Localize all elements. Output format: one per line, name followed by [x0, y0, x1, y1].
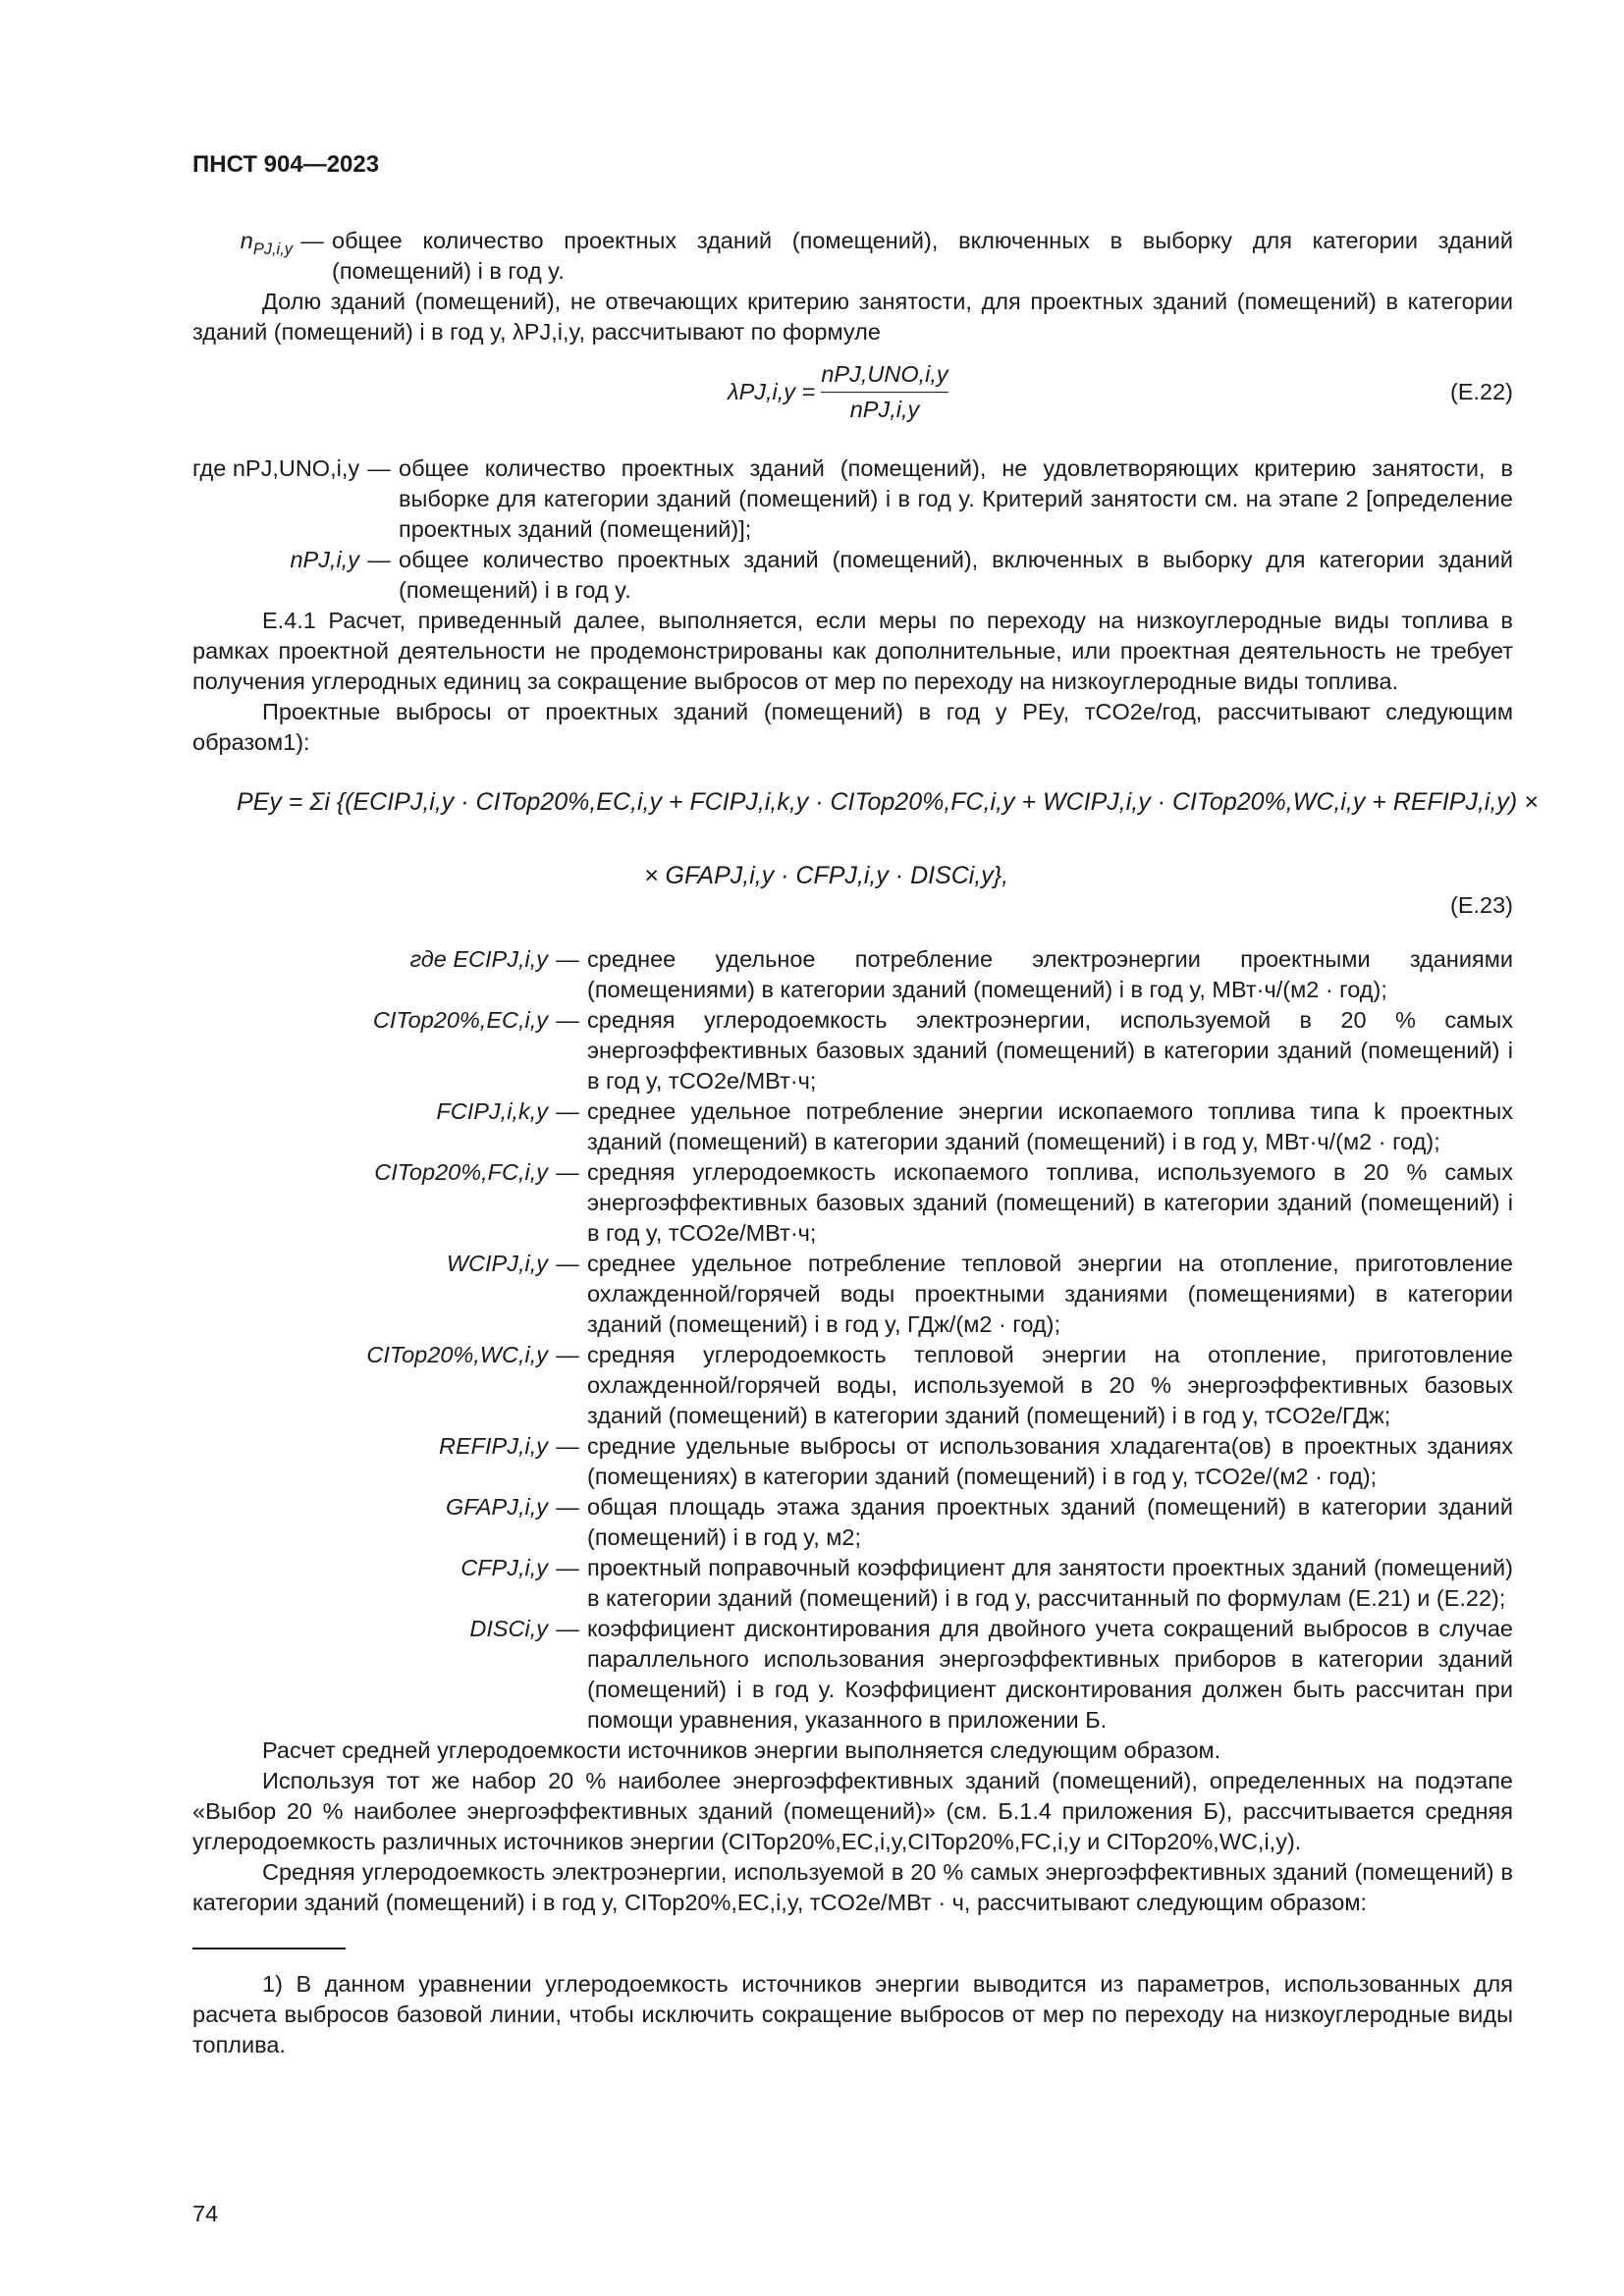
formula-fraction [821, 359, 948, 425]
definition-row [192, 1431, 1513, 1492]
definition-dash: — [300, 228, 324, 253]
formula-e22 [192, 359, 1513, 438]
definition-row [192, 1340, 1513, 1431]
fraction-numerator: nPJ,UNO,i,y [821, 361, 948, 387]
definition-dash: — [556, 1433, 579, 1459]
definition-text: среднее удельное потребление энергии ископаемого топлива типа k проектных зданий (помещений) в категории зданий (помещений) i в год y, МВт·ч/(м2 · год); [587, 1098, 1513, 1154]
definition-row [192, 1005, 1513, 1096]
definition-term: nPJ,i,y [290, 547, 359, 572]
definition-term: CFPJ,i,y [460, 1555, 548, 1580]
formula-e23 [192, 777, 1539, 934]
definition-dash: — [367, 547, 391, 572]
definition-dash: — [556, 1159, 579, 1185]
definition-dash: — [556, 1342, 579, 1367]
definition-term: CITop20%,EC,i,y [372, 1007, 548, 1033]
paragraph: Расчет средней углеродоемкости источников энергии выполняется следующим образом. [262, 1737, 1221, 1763]
formula-line-1: PEy = Σi {(ECIPJ,i,y · CITop20%,EC,i,y + FCIPJ,i,k,y · CITop20%,FC,i,y + WCIPJ,i,y · CITop20%,WC,i,y + REFIPJ,i,y) × [237, 788, 1539, 816]
definition-row [192, 1553, 1513, 1614]
definition-row [192, 226, 1513, 287]
page-number: 74 [192, 2201, 219, 2226]
definition-term: CITop20%,WC,i,y [366, 1342, 548, 1367]
definition-text: общая площадь этажа здания проектных зданий (помещений) в категории зданий (помещений) i в год y, м2; [587, 1494, 1513, 1550]
page-content [192, 226, 1539, 2060]
definition-text: общее количество проектных зданий (помещений), включенных в выборку для категории зданий (помещений) i в год y. [399, 547, 1513, 603]
definition-text: средняя углеродоемкость ископаемого топлива, используемого в 20 % самых энергоэффективных базовых зданий (помещений) в категории зданий (помещений) i в год y, тCO2e/МВт·ч; [587, 1159, 1513, 1246]
definition-term: GFAPJ,i,y [445, 1494, 548, 1520]
definition-row [192, 944, 1513, 1005]
footnote: 1) В данном уравнении углеродоемкость источников энергии выводится из параметров, использованных для расчета выбросов базовой линии, чтобы исключить сокращение выбросов от мер по переходу на низкоуглеродные виды топлива. [192, 1971, 1513, 2057]
definition-row [192, 1249, 1513, 1340]
definition-text: коэффициент дисконтирования для двойного учета сокращений выбросов в случае параллельного использования энергоэффективных приборов в категории зданий (помещений) i в год y. Коэффициент дисконтирования должен быть рассчитан при помощи уравнения, указанного в приложении Б. [587, 1616, 1513, 1733]
fraction-bar [821, 392, 948, 393]
definition-text: среднее удельное потребление тепловой энергии на отопление, приготовление охлажденной/горячей воды проектными зданиями (помещениями) в категории зданий (помещений) i в год y, ГДж/(м2 · год); [587, 1251, 1513, 1337]
definition-text: проектный поправочный коэффициент для занятости проектных зданий (помещений) в категории зданий (помещений) i в год y, рассчитанный по формулам (Е.21) и (Е.22); [587, 1555, 1513, 1611]
definition-dash: — [556, 1007, 579, 1033]
definition-text: общее количество проектных зданий (помещений), не удовлетворяющих критерию занятости, в выборке для категории зданий (помещений) i в год y. Критерий занятости см. на этапе 2 [определение проектных зданий (помещений)]; [399, 455, 1513, 542]
definition-dash: — [556, 946, 579, 972]
definition-row [192, 1157, 1513, 1249]
paragraph: Используя тот же набор 20 % наиболее энергоэффективных зданий (помещений), определенных на подэтапе «Выбор 20 % наиболее энергоэффективных зданий (помещений)» (см. Б.1.4 приложения Б), рассчитывается средняя углеродоемкость различных источников энергии (CITop20%,EC,i,y,CITop20%,FC,i,y и CITop20%,WC,i,y). [192, 1768, 1513, 1854]
fraction-denominator: nPJ,i,y [849, 397, 920, 422]
paragraph: Средняя углеродоемкость электроэнергии, используемой в 20 % самых энергоэффективных зданий (помещений) в категории зданий (помещений) i в год y, CITop20%,EC,i,y, тCO2e/МВт · ч, рассчитывают следующим образом: [192, 1859, 1513, 1915]
definition-dash: — [556, 1616, 579, 1641]
definition-dash: — [556, 1494, 579, 1520]
definition-row [192, 545, 1513, 606]
definition-term: DISCi,y [469, 1616, 548, 1641]
definition-row [192, 1614, 1513, 1735]
definition-text: средняя углеродоемкость электроэнергии, используемой в 20 % самых энергоэффективных базовых зданий (помещений) в категории зданий (помещений) i в год y, тCO2e/МВт·ч; [587, 1007, 1513, 1094]
definition-dash: — [556, 1098, 579, 1124]
definition-term: где nPJ,UNO,i,y [192, 455, 360, 481]
paragraph: Е.4.1 Расчет, приведенный далее, выполняется, если меры по переходу на низкоуглеродные виды топлива в рамках проектной деятельности не продемонстрированы как дополнительные, или проектная деятельность не требует получения углеродных единиц за сокращение выбросов от мер по переходу на низкоуглеродные виды топлива. [192, 608, 1513, 694]
definition-row [192, 1096, 1513, 1157]
definition-term: $n_{PJ,i,y}$ [240, 228, 293, 258]
definition-dash: — [367, 455, 391, 481]
paragraph: Долю зданий (помещений), не отвечающих критерию занятости, для проектных зданий (помещений) в категории зданий (помещений) i в год y, λPJ,i,y, рассчитывают по формуле [192, 289, 1513, 345]
definition-row [192, 454, 1513, 545]
definition-term: CITop20%,FC,i,y [374, 1159, 548, 1185]
definition-text: среднее удельное потребление электроэнергии проектными зданиями (помещениями) в категории зданий (помещений) i в год y, МВт·ч/(м2 · год); [587, 946, 1513, 1002]
footnote-separator [192, 1948, 346, 1949]
formula-line-2: × GFAPJ,i,y · CFPJ,i,y · DISCi,y}, [644, 862, 1009, 889]
definition-text: средняя углеродоемкость тепловой энергии на отопление, приготовление охлажденной/горячей воды, используемой в 20 % энергоэффективных базовых зданий (помещений) в категории зданий (помещений) i в год y, тCO2e/ГДж; [587, 1342, 1513, 1428]
definition-row [192, 1492, 1513, 1553]
definition-term: WCIPJ,i,y [446, 1251, 548, 1276]
definitions-list [192, 944, 1513, 1735]
paragraph: Проектные выбросы от проектных зданий (помещений) в год y PEy, тCO2e/год, рассчитывают следующим образом1): [192, 699, 1513, 755]
document-header: ПНСТ 904—2023 [192, 151, 380, 178]
definition-text: средние удельные выбросы от использования хладагента(ов) в проектных зданиях (помещениях) в категории зданий (помещений) i в год y, тCO2e/(м2 · год); [587, 1433, 1513, 1489]
definition-dash: — [556, 1555, 579, 1580]
formula-lhs: λPJ,i,y = [728, 379, 816, 404]
definition-dash: — [556, 1251, 579, 1276]
definition-term: где ECIPJ,i,y [409, 946, 548, 972]
definition-term: REFIPJ,i,y [439, 1433, 548, 1459]
definition-term: FCIPJ,i,k,y [436, 1098, 548, 1124]
definition-text: общее количество проектных зданий (помещений), включенных в выборку для категории зданий (помещений) i в год y. [332, 228, 1513, 284]
equation-number: (Е.23) [1450, 892, 1513, 918]
equation-number: (Е.22) [1450, 379, 1513, 404]
